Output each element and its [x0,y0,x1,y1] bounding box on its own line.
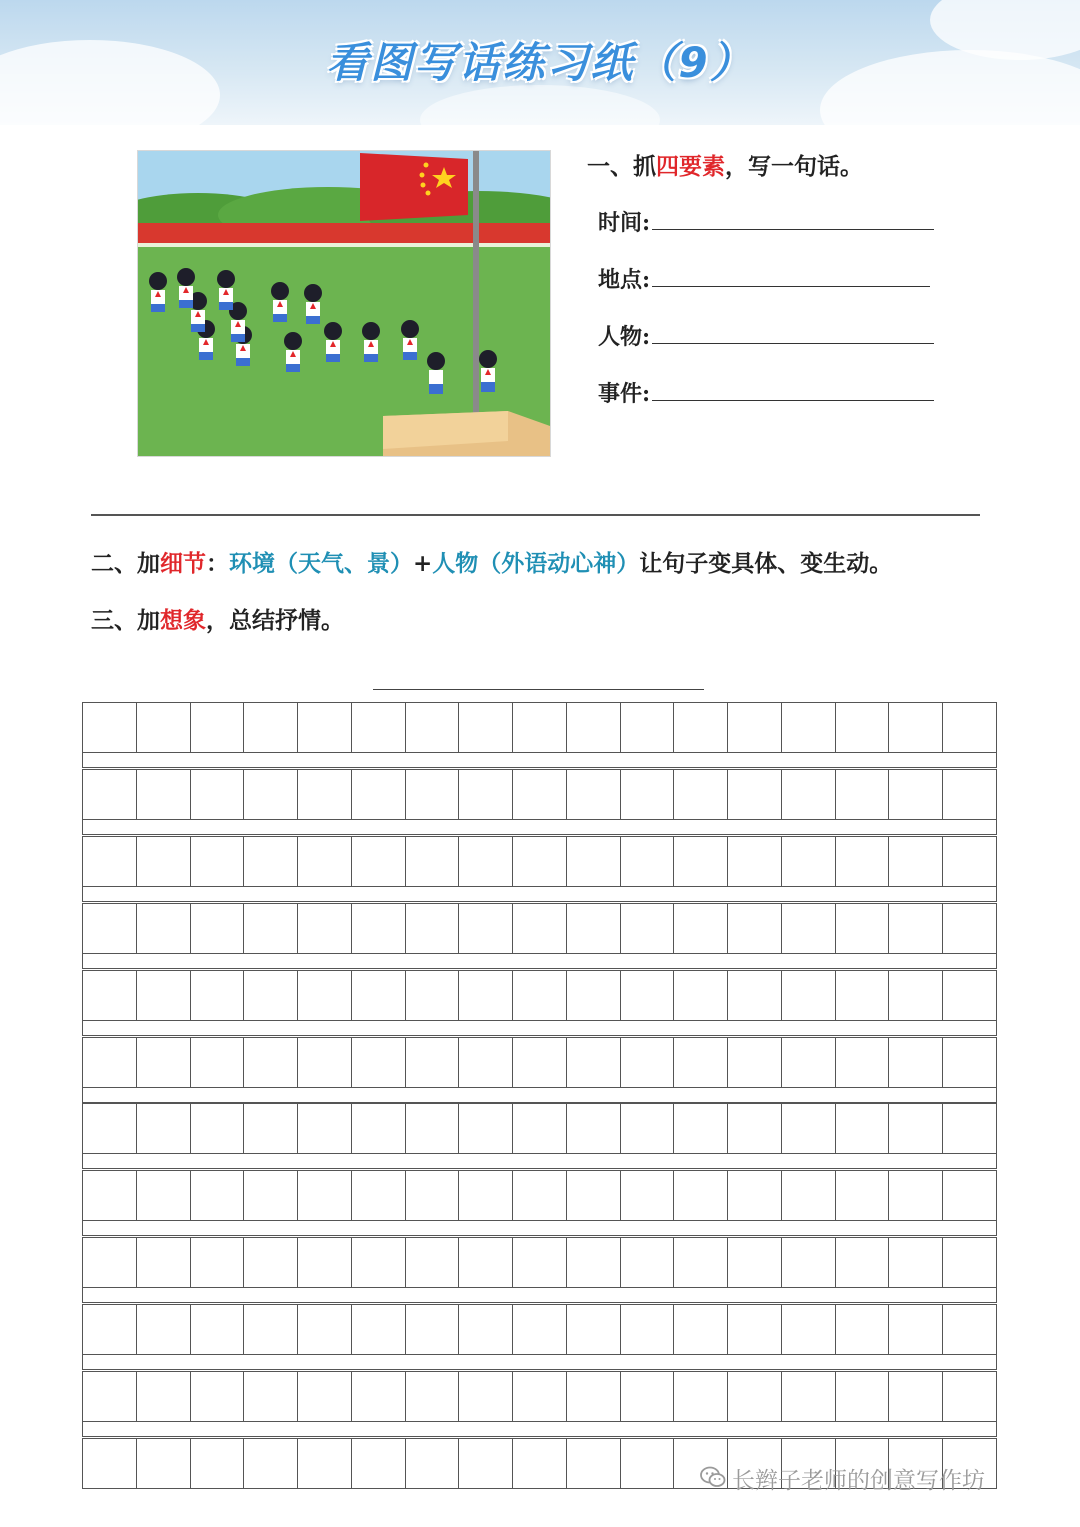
grid-cell[interactable] [406,1238,460,1287]
grid-cell[interactable] [513,971,567,1020]
grid-cell[interactable] [137,703,191,752]
grid-cell[interactable] [728,971,782,1020]
grid-cell[interactable] [943,1038,996,1087]
grid-cell[interactable] [836,1171,890,1220]
grid-cell[interactable] [352,1372,406,1421]
grid-cell[interactable] [728,703,782,752]
grid-cell[interactable] [83,1372,137,1421]
grid-cell[interactable] [621,971,675,1020]
grid-cell[interactable] [621,1038,675,1087]
grid-cell[interactable] [836,1372,890,1421]
grid-cell[interactable] [244,971,298,1020]
grid-cell[interactable] [191,1305,245,1354]
grid-cell[interactable] [459,1171,513,1220]
grid-cell[interactable] [137,1104,191,1153]
watermark-text: 长辫子老师的创意写作坊 [732,1468,985,1494]
field-time-line[interactable] [652,211,934,230]
grid-cell[interactable] [298,971,352,1020]
grid-cell[interactable] [191,904,245,953]
grid-cell[interactable] [943,703,996,752]
grid-cell[interactable] [782,1372,836,1421]
section-1-suffix: ，写一句话。 [725,153,863,180]
section-3-suffix: ，总结抒情。 [206,607,344,634]
grid-cell[interactable] [513,1305,567,1354]
grid-cell[interactable] [406,904,460,953]
grid-cell[interactable] [459,703,513,752]
grid-cell[interactable] [352,1439,406,1488]
grid-cell[interactable] [352,1038,406,1087]
field-people [598,320,934,351]
grid-cell[interactable] [191,770,245,819]
grid-cell[interactable] [567,1305,621,1354]
grid-cell[interactable] [889,1104,943,1153]
grid-cell[interactable] [244,1372,298,1421]
grid-cell[interactable] [83,904,137,953]
grid-cell[interactable] [406,837,460,886]
grid-cell[interactable] [621,1439,675,1488]
section-1-highlight: 四要素 [656,153,725,180]
grid-cells [82,1170,997,1221]
field-people-line[interactable] [652,325,934,344]
grid-cell[interactable] [943,837,996,886]
grid-cell[interactable] [298,703,352,752]
grid-cell[interactable] [621,1104,675,1153]
section-2-highlight: 细节 [160,550,206,577]
grid-cell[interactable] [889,1305,943,1354]
grid-cell[interactable] [943,1238,996,1287]
grid-cell[interactable] [352,1104,406,1153]
grid-cell[interactable] [406,1038,460,1087]
grid-cell[interactable] [728,1238,782,1287]
grid-cell[interactable] [83,1305,137,1354]
grid-cell[interactable] [782,837,836,886]
grid-cells [82,1037,997,1088]
grid-cell[interactable] [889,971,943,1020]
grid-cell[interactable] [567,837,621,886]
section-2-colon: ： [206,550,229,577]
grid-cell[interactable] [621,703,675,752]
grid-cell[interactable] [459,1104,513,1153]
grid-cell[interactable] [459,1439,513,1488]
grid-cell[interactable] [782,904,836,953]
grid-cell[interactable] [137,1038,191,1087]
grid-cells [82,1103,997,1154]
grid-cell[interactable] [83,1171,137,1220]
grid-cell[interactable] [459,971,513,1020]
grid-cell[interactable] [674,1104,728,1153]
grid-cell[interactable] [567,904,621,953]
grid-row-gap [82,1355,997,1370]
grid-cells [82,769,997,820]
grid-cell[interactable] [244,1171,298,1220]
grid-cell[interactable] [836,703,890,752]
grid-cell[interactable] [352,904,406,953]
grid-cell[interactable] [137,904,191,953]
grid-cell[interactable] [674,1038,728,1087]
grid-cell[interactable] [244,770,298,819]
grid-cell[interactable] [459,1372,513,1421]
grid-cell[interactable] [621,770,675,819]
grid-cell[interactable] [621,1372,675,1421]
grid-cells [82,1304,997,1355]
grid-cell[interactable] [83,1104,137,1153]
section-2-detail-environment: 环境（天气、景） [229,550,413,577]
grid-cell[interactable] [137,837,191,886]
grid-cell[interactable] [137,971,191,1020]
grid-cells [82,970,997,1021]
grid-cell[interactable] [943,971,996,1020]
grid-cell[interactable] [83,1038,137,1087]
wechat-icon [700,1466,726,1494]
grid-cell[interactable] [836,1305,890,1354]
section-1-prefix: 一、抓 [587,153,656,180]
section-2-detail-person: 人物（外语动心神） [432,550,640,577]
grid-cell[interactable] [137,1238,191,1287]
section-3-highlight: 想象 [160,607,206,634]
grid-cell[interactable] [728,1171,782,1220]
header-banner [0,0,1080,125]
grid-cell[interactable] [674,904,728,953]
grid-cell[interactable] [352,837,406,886]
grid-cell[interactable] [191,1171,245,1220]
grid-cell[interactable] [137,1439,191,1488]
grid-cell[interactable] [782,1171,836,1220]
grid-cell[interactable] [459,904,513,953]
grid-cell[interactable] [674,1238,728,1287]
grid-cell[interactable] [406,971,460,1020]
grid-cell[interactable] [782,1104,836,1153]
grid-cell[interactable] [83,971,137,1020]
section-2-instruction [91,545,892,578]
grid-cell[interactable] [244,1439,298,1488]
grid-cell[interactable] [244,837,298,886]
grid-cell[interactable] [298,770,352,819]
grid-cell[interactable] [406,1439,460,1488]
grid-cell[interactable] [459,837,513,886]
grid-cell[interactable] [298,1372,352,1421]
grid-cell[interactable] [352,1305,406,1354]
grid-cell[interactable] [782,770,836,819]
grid-cell[interactable] [137,1171,191,1220]
grid-cell[interactable] [943,770,996,819]
grid-cell[interactable] [889,904,943,953]
grid-cell[interactable] [782,1305,836,1354]
grid-row-gap [82,954,997,969]
grid-cell[interactable] [513,1439,567,1488]
section-3-instruction [91,602,344,635]
grid-cell[interactable] [352,971,406,1020]
grid-cell[interactable] [137,770,191,819]
grid-cell[interactable] [513,703,567,752]
grid-cell[interactable] [298,1171,352,1220]
grid-cell[interactable] [244,1104,298,1153]
grid-cell[interactable] [567,1238,621,1287]
grid-cell[interactable] [406,770,460,819]
section-2-prefix: 二、加 [91,550,160,577]
grid-cell[interactable] [674,703,728,752]
grid-cell[interactable] [83,1238,137,1287]
grid-cells [82,1371,997,1422]
grid-cell[interactable] [244,703,298,752]
grid-cell[interactable] [244,1305,298,1354]
grid-cell[interactable] [728,904,782,953]
grid-cell[interactable] [567,1104,621,1153]
grid-row-gap [82,1154,997,1169]
grid-cell[interactable] [137,1372,191,1421]
grid-cell[interactable] [621,1171,675,1220]
grid-cell[interactable] [567,770,621,819]
grid-cell[interactable] [191,1372,245,1421]
grid-cell[interactable] [889,1238,943,1287]
grid-cell[interactable] [83,770,137,819]
grid-cell[interactable] [674,1305,728,1354]
grid-cell[interactable] [943,1372,996,1421]
watermark [700,1462,985,1495]
grid-cell[interactable] [943,904,996,953]
essay-title-line[interactable] [373,689,704,690]
grid-cell[interactable] [513,770,567,819]
grid-cell[interactable] [836,1238,890,1287]
grid-cell[interactable] [406,1104,460,1153]
grid-cell[interactable] [191,837,245,886]
grid-cell[interactable] [191,1238,245,1287]
grid-cell[interactable] [513,1238,567,1287]
grid-cell[interactable] [889,837,943,886]
grid-cell[interactable] [674,1372,728,1421]
grid-cell[interactable] [943,1104,996,1153]
grid-row-gap [82,753,997,768]
grid-cell[interactable] [889,703,943,752]
grid-cell[interactable] [513,1372,567,1421]
grid-cell[interactable] [567,1439,621,1488]
grid-cell[interactable] [674,1171,728,1220]
field-event [598,377,934,408]
grid-cell[interactable] [298,1439,352,1488]
grid-cell[interactable] [674,971,728,1020]
grid-cell[interactable] [298,837,352,886]
grid-cell[interactable] [728,770,782,819]
grid-cell[interactable] [943,1305,996,1354]
grid-cell[interactable] [298,1238,352,1287]
grid-cell[interactable] [298,1104,352,1153]
grid-cell[interactable] [836,904,890,953]
grid-cell[interactable] [513,1104,567,1153]
grid-row-gap [82,1088,997,1103]
field-time-label: 时间: [598,210,651,236]
grid-cell[interactable] [352,703,406,752]
grid-cell[interactable] [728,1372,782,1421]
grid-cell[interactable] [459,1238,513,1287]
grid-cell[interactable] [191,1104,245,1153]
grid-cell[interactable] [889,1171,943,1220]
grid-cells [82,903,997,954]
field-people-label: 人物: [598,324,651,350]
grid-cell[interactable] [728,1104,782,1153]
grid-row-gap [82,820,997,835]
grid-cell[interactable] [621,1238,675,1287]
grid-cell[interactable] [674,837,728,886]
grid-cell[interactable] [728,1305,782,1354]
section-2-plus: + [413,550,433,577]
grid-cell[interactable] [406,703,460,752]
grid-cell[interactable] [836,1038,890,1087]
grid-row-gap [82,1221,997,1236]
field-place [598,263,930,294]
grid-row-gap [82,1288,997,1303]
grid-cell[interactable] [728,837,782,886]
grid-cell[interactable] [621,1305,675,1354]
grid-cell[interactable] [191,1038,245,1087]
grid-cell[interactable] [728,1038,782,1087]
grid-cell[interactable] [836,770,890,819]
grid-cell[interactable] [406,1305,460,1354]
section-2-suffix: 让句子变具体、变生动。 [639,550,893,577]
section-divider [91,514,980,516]
grid-cell[interactable] [513,904,567,953]
grid-cells [82,1237,997,1288]
grid-cell[interactable] [567,1171,621,1220]
grid-cells [82,702,997,753]
grid-cell[interactable] [244,904,298,953]
grid-cell[interactable] [137,1305,191,1354]
field-place-line[interactable] [652,268,930,287]
grid-cell[interactable] [83,837,137,886]
grid-cell[interactable] [298,1305,352,1354]
grid-cell[interactable] [836,1104,890,1153]
grid-cell[interactable] [513,1038,567,1087]
grid-cell[interactable] [567,971,621,1020]
grid-row-gap [82,887,997,902]
grid-cell[interactable] [621,837,675,886]
grid-cell[interactable] [513,837,567,886]
grid-cell[interactable] [191,971,245,1020]
grid-cell[interactable] [459,1305,513,1354]
grid-cell[interactable] [782,971,836,1020]
grid-cell[interactable] [459,1038,513,1087]
grid-cell[interactable] [782,703,836,752]
grid-cell[interactable] [782,1038,836,1087]
page-title: 看图写话练习纸（9） [326,38,754,87]
grid-cell[interactable] [943,1171,996,1220]
grid-cell[interactable] [352,770,406,819]
grid-cell[interactable] [459,770,513,819]
grid-cell[interactable] [889,1038,943,1087]
grid-cell[interactable] [406,1171,460,1220]
grid-cell[interactable] [298,904,352,953]
field-time [598,206,934,237]
field-place-label: 地点: [598,267,651,293]
grid-cell[interactable] [83,703,137,752]
grid-cell[interactable] [513,1171,567,1220]
grid-cell[interactable] [889,770,943,819]
grid-cell[interactable] [191,703,245,752]
field-event-line[interactable] [652,382,934,401]
grid-row-gap [82,1422,997,1437]
grid-cell[interactable] [621,904,675,953]
grid-cell[interactable] [406,1372,460,1421]
grid-cells [82,836,997,887]
grid-cell[interactable] [83,1439,137,1488]
field-event-label: 事件: [598,381,651,407]
grid-cell[interactable] [674,770,728,819]
section-3-prefix: 三、加 [91,607,160,634]
grid-cell[interactable] [889,1372,943,1421]
grid-cell[interactable] [567,1038,621,1087]
grid-cell[interactable] [836,837,890,886]
grid-cell[interactable] [352,1171,406,1220]
grid-cell[interactable] [191,1439,245,1488]
grid-cell[interactable] [244,1238,298,1287]
section-1-heading [587,148,863,181]
grid-cell[interactable] [244,1038,298,1087]
grid-cell[interactable] [567,703,621,752]
grid-cell[interactable] [352,1238,406,1287]
grid-cell[interactable] [836,971,890,1020]
grid-cell[interactable] [567,1372,621,1421]
grid-cell[interactable] [298,1038,352,1087]
grid-cell[interactable] [782,1238,836,1287]
grid-row-gap [82,1021,997,1036]
illustration-flag-raising [137,150,551,457]
